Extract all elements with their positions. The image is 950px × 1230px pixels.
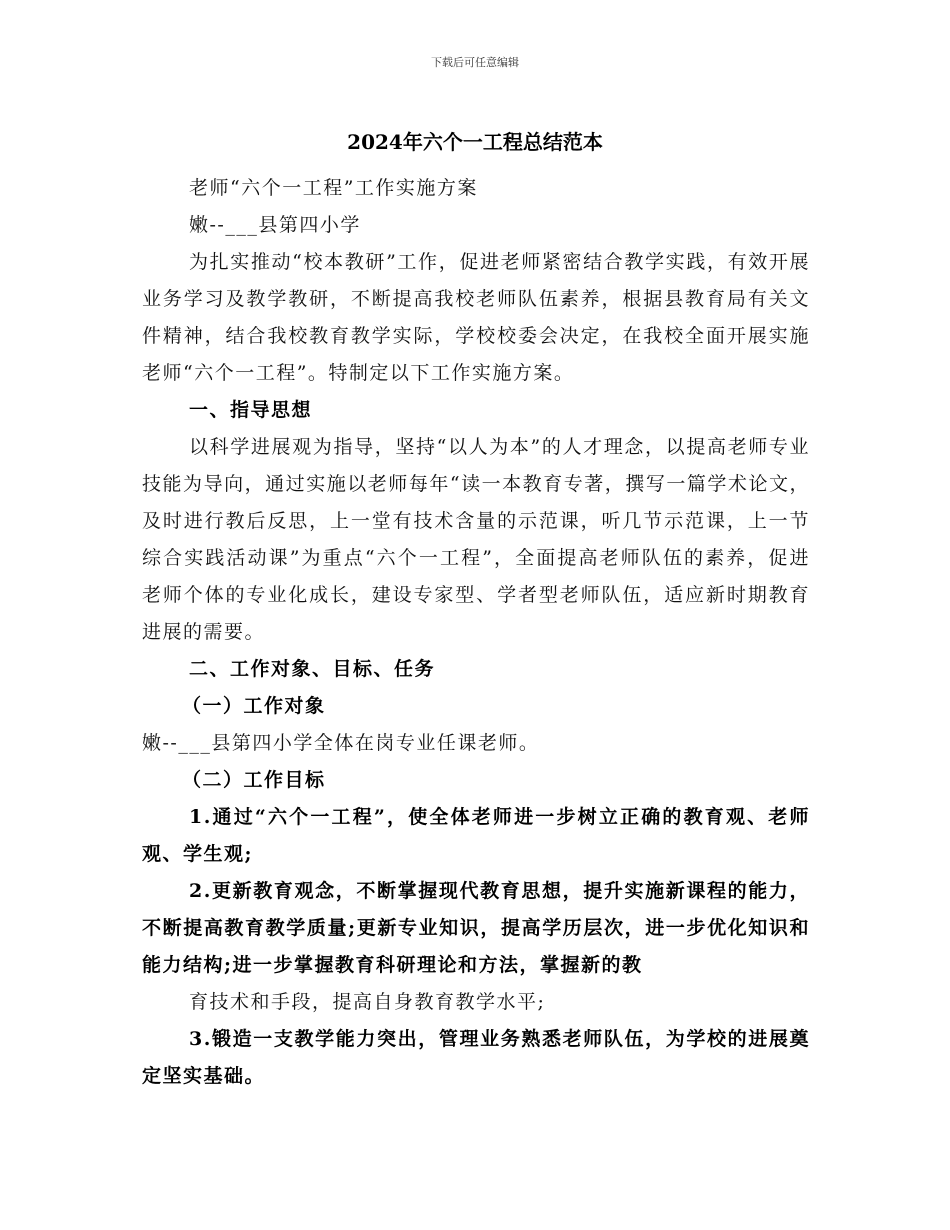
goal-item-2-continued: 育技术和手段，提高自身教育教学水平; <box>189 991 546 1013</box>
guiding-paragraph: 以科学进展观为指导，坚持“以人为本”的人才理念，以提高老师专业技能为导向，通过实施以老师每年“读一本教育专著，撰写一篇学术论文，及时进行教后反思，上一堂有技术含量的示范课，听几节示范课，上一节综合实践活动课”为重点“六个一工程”，全面提高老师队伍的素养，促进老师个体的专业化成长，建设专家型、学者型老师队伍，适应新时期教育进展的需要。 <box>142 436 810 643</box>
school-name: 嫩--___县第四小学 <box>189 214 361 236</box>
section-heading-targets: 二、工作对象、目标、任务 <box>189 658 436 680</box>
subheading-work-object: （一）工作对象 <box>182 695 326 717</box>
subheading-work-goal: （二）工作目标 <box>182 769 326 791</box>
document-body <box>142 170 810 1095</box>
doc-subtitle: 老师“六个一工程”工作实施方案 <box>189 177 478 199</box>
intro-paragraph: 为扎实推动“校本教研”工作，促进老师紧密结合教学实践，有效开展业务学习及教学教研，不断提高我校老师队伍素养，根据县教育局有关文件精神，结合我校教育教学实际，学校校委会决定，在我校全面开展实施老师“六个一工程”。特制定以下工作实施方案。 <box>142 251 810 384</box>
page-title: 2024年六个一工程总结范本 <box>347 130 603 154</box>
work-object-paragraph: 嫩--___县第四小学全体在岗专业任课老师。 <box>142 732 540 754</box>
section-heading-guiding: 一、指导思想 <box>189 399 313 421</box>
goal-item-2: 2.更新教育观念，不断掌握现代教育思想，提升实施新课程的能力，不断提高教育教学质量;更新专业知识，提高学历层次，进一步优化知识和能力结构;进一步掌握教育科研理论和方法，掌握新的教 <box>142 880 810 976</box>
goal-item-1: 1.通过“六个一工程”，使全体老师进一步树立正确的教育观、老师观、学生观; <box>142 806 810 865</box>
header-note: 下载后可任意编辑 <box>431 56 519 69</box>
goal-item-3: 3.锻造一支教学能力突出，管理业务熟悉老师队伍，为学校的进展奠定坚实基础。 <box>142 1028 810 1087</box>
